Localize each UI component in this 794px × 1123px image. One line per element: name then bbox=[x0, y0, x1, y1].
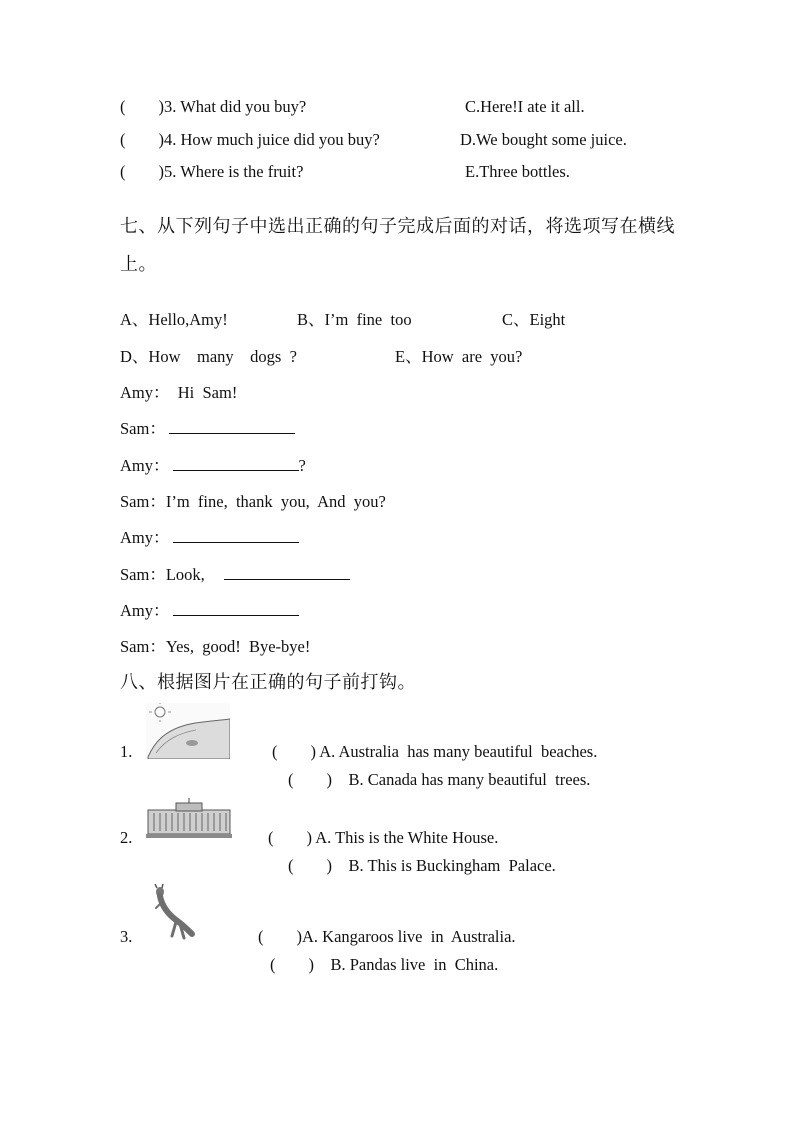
dialogue-suffix: ? bbox=[298, 456, 306, 475]
section7-heading-line2: 上。 bbox=[120, 254, 157, 275]
dialogue-text: Yes, good! Bye-bye! bbox=[165, 637, 311, 656]
item-number: 2. bbox=[120, 828, 133, 847]
dialogue-line bbox=[120, 415, 295, 439]
speaker-label: Sam： bbox=[120, 565, 166, 584]
match-answer-c: C.Here!I ate it all. bbox=[465, 97, 585, 116]
speaker-label: Sam： bbox=[120, 419, 166, 438]
dialogue-line bbox=[120, 561, 350, 585]
match-question-3: ( )3. What did you buy? bbox=[120, 97, 307, 116]
answer-blank[interactable] bbox=[173, 454, 299, 471]
speaker-label: Amy： bbox=[120, 601, 170, 620]
match-answer-d: D.We bought some juice. bbox=[460, 130, 627, 149]
option-a-line: ( )A. Kangaroos live in Australia. bbox=[258, 927, 516, 946]
option-e: E、How are you? bbox=[395, 347, 523, 366]
speaker-label: Amy： bbox=[120, 528, 170, 547]
match-question-5: ( )5. Where is the fruit? bbox=[120, 162, 304, 181]
option-b-line: ( ) B. Pandas live in China. bbox=[270, 955, 499, 974]
dialogue-text: Look, bbox=[165, 565, 222, 584]
answer-blank[interactable] bbox=[173, 526, 299, 543]
speaker-label: Amy： bbox=[120, 383, 170, 402]
option-b-line: ( ) B. This is Buckingham Palace. bbox=[288, 856, 556, 875]
option-a-line: ( ) A. Australia has many beautiful beaches. bbox=[272, 742, 598, 761]
speaker-label: Sam： bbox=[120, 492, 166, 511]
option-a: A、Hello,Amy! bbox=[120, 310, 228, 329]
speaker-label: Amy： bbox=[120, 456, 170, 475]
speaker-label: Sam： bbox=[120, 637, 166, 656]
dialogue-line bbox=[120, 488, 386, 512]
dialogue-line bbox=[120, 524, 299, 548]
option-b-line: ( ) B. Canada has many beautiful trees. bbox=[288, 770, 591, 789]
beach-picture bbox=[146, 703, 230, 759]
dialogue-line bbox=[120, 452, 306, 476]
section7-heading-line1: 七、从下列句子中选出正确的句子完成后面的对话，将选项写在横线 bbox=[120, 216, 675, 237]
palace-picture bbox=[146, 798, 232, 840]
option-c: C、Eight bbox=[502, 310, 566, 329]
answer-blank[interactable] bbox=[224, 563, 350, 580]
answer-blank[interactable] bbox=[169, 417, 295, 434]
item-number: 3. bbox=[120, 927, 133, 946]
dialogue-text: Hi Sam! bbox=[169, 383, 238, 402]
option-a-line: ( ) A. This is the White House. bbox=[268, 828, 499, 847]
dialogue-line bbox=[120, 379, 237, 403]
answer-blank[interactable] bbox=[173, 599, 299, 616]
dialogue-text: I’m fine, thank you, And you? bbox=[165, 492, 386, 511]
kangaroo-picture bbox=[148, 884, 208, 942]
match-question-4: ( )4. How much juice did you buy? bbox=[120, 130, 380, 149]
dialogue-line bbox=[120, 597, 299, 621]
dialogue-line bbox=[120, 633, 310, 657]
match-answer-e: E.Three bottles. bbox=[465, 162, 570, 181]
section8-heading: 八、根据图片在正确的句子前打钩。 bbox=[120, 672, 416, 693]
item-number: 1. bbox=[120, 742, 133, 761]
option-b: B、I’m fine too bbox=[297, 310, 412, 329]
option-d: D、How many dogs ? bbox=[120, 347, 297, 366]
